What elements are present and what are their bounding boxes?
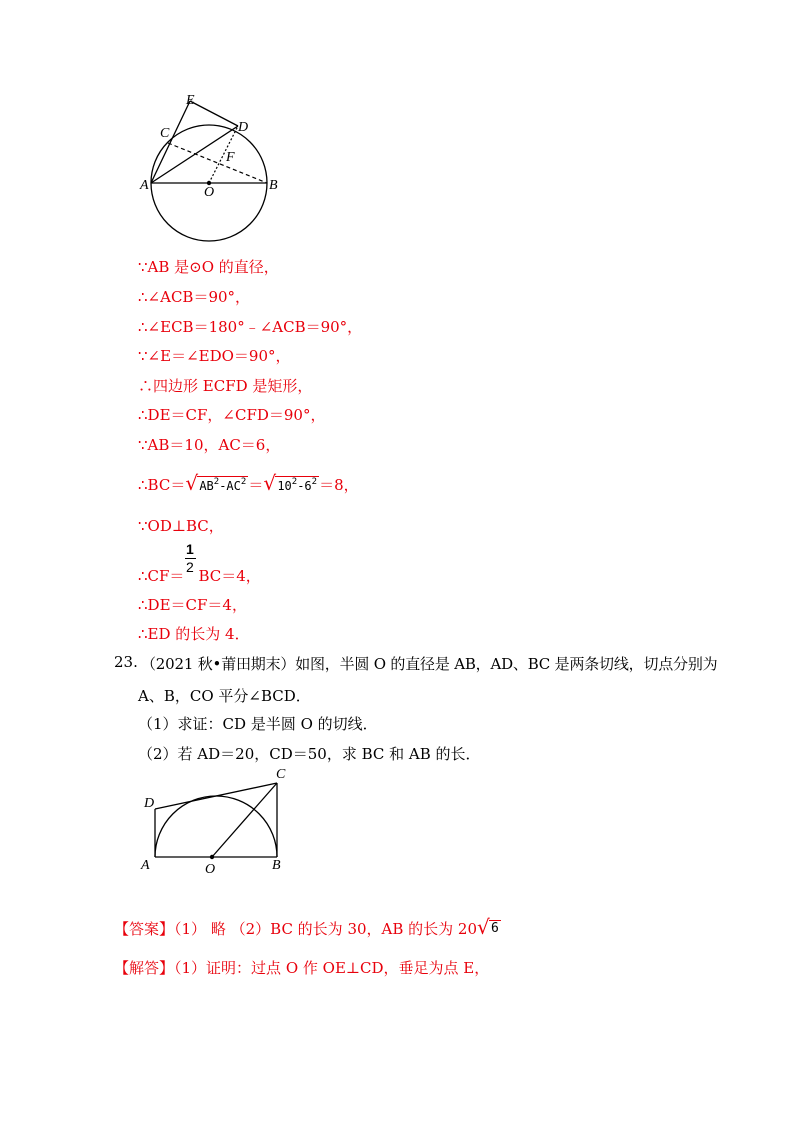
- fig1-label-b: B: [269, 178, 278, 193]
- fig2-label-a: A: [141, 858, 150, 873]
- answer-text: （1） 略 （2）BC 的长为 30，AB 的长为 20: [174, 920, 478, 938]
- fraction-numerator: 1: [186, 541, 194, 557]
- ed-line: ∴ED 的长为 4．: [138, 625, 250, 643]
- fig2-label-c: C: [276, 767, 286, 782]
- fig1-label-e: E: [186, 93, 195, 108]
- fig1-label-a: A: [140, 178, 149, 193]
- answer-sqrt: √ 6: [489, 920, 501, 936]
- solution-line-4: ∵∠E＝∠EDO＝90°，: [138, 347, 291, 365]
- de-line: ∴DE＝CF＝4，: [138, 596, 247, 614]
- fig1-label-c: C: [160, 126, 170, 141]
- fraction-denominator: 2: [186, 559, 194, 575]
- sqrt-ab-ac: √ $AB^2-AC^2$: [197, 476, 248, 493]
- fig2-label-d: D: [144, 796, 155, 811]
- analysis-line: [114, 957, 489, 978]
- figure-circle: [130, 88, 300, 248]
- fig2-label-b: B: [272, 858, 281, 873]
- answer-line: [114, 918, 501, 939]
- solution-line-3: ∴∠ECB＝180°﹣∠ACB＝90°，: [138, 318, 363, 336]
- bc-equation: ∴BC＝√ $AB^2-AC^2$ ＝√ $10^2-6^2 =8$，: [138, 474, 359, 495]
- solution-line-7: ∵AB＝10，AC＝6，: [138, 436, 281, 454]
- fig2-label-o: O: [205, 862, 216, 877]
- question-part-2: （2）若 AD＝20，CD＝50，求 BC 和 AB 的长．: [138, 745, 481, 763]
- analysis-text: （1）证明：过点 O 作 OE⊥CD，垂足为点 E，: [174, 959, 490, 977]
- analysis-tag: 【解答】: [114, 959, 175, 977]
- solution-line-1: ∵AB 是⊙O 的直径，: [138, 258, 279, 276]
- answer-tag: 【答案】: [114, 920, 175, 938]
- question-number: 23.: [114, 653, 138, 671]
- fig1-label-o: O: [204, 185, 215, 200]
- solution-line-5: ∴四边形 ECFD 是矩形，: [138, 377, 313, 395]
- question-line-1: （2021 秋•莆田期末）如图，半圆 O 的直径是 AB，AD、BC 是两条切线，切点分别为: [141, 655, 718, 673]
- od-line: ∵OD⊥BC，: [138, 517, 224, 535]
- sqrt-10-6: √ $10^2-6^2$: [275, 476, 319, 493]
- question-line-2: A、B，CO 平分∠BCD．: [138, 687, 311, 705]
- solution-line-2: ∴∠ACB＝90°，: [138, 288, 251, 306]
- fig1-label-d: D: [238, 120, 249, 135]
- question-part-1: （1）求证：CD 是半圆 O 的切线．: [138, 715, 378, 733]
- solution-line-6: ∴DE＝CF，∠CFD＝90°，: [138, 406, 326, 424]
- cf-line: ∴CF＝ BC＝4，: [138, 567, 261, 585]
- fig1-label-f: F: [226, 150, 235, 165]
